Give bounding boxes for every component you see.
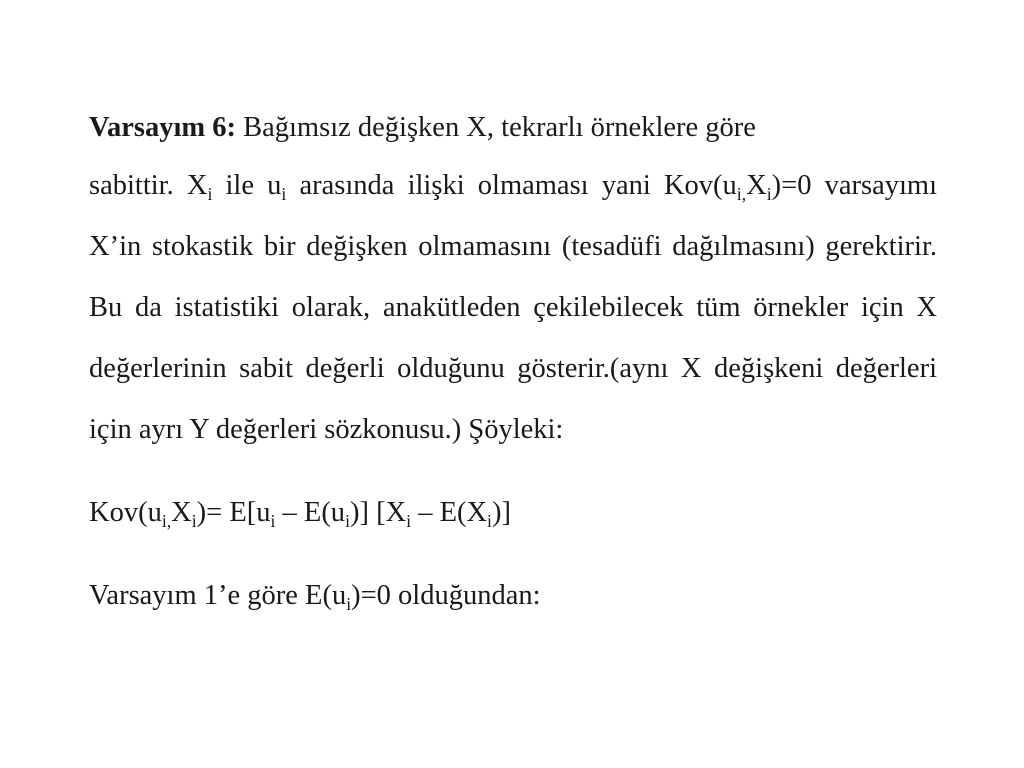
conclusion-text: )=0 olduğundan: bbox=[351, 580, 541, 611]
body-text: arasında ilişki olmaması yani Kov(u bbox=[286, 170, 737, 201]
covariance-formula bbox=[89, 482, 937, 543]
subscript: i, bbox=[736, 184, 747, 205]
formula-text: )= E[u bbox=[196, 497, 271, 528]
formula-text: Kov(u bbox=[89, 497, 162, 528]
body-text: ile u bbox=[212, 170, 282, 201]
formula-text: )] [X bbox=[349, 497, 407, 528]
body-text: sabittir. X bbox=[89, 170, 208, 201]
conclusion-line bbox=[89, 565, 937, 626]
subscript: i, bbox=[161, 511, 172, 532]
formula-text: – E(X bbox=[411, 497, 488, 528]
formula-text: )] bbox=[491, 497, 511, 528]
body-text: )=0 varsayımı X’in stokastik bir değişken olmamasını (tesadüfi dağılmasını) gerektirir. Bu da istatistiki olarak, anakütleden çekilebilecek tüm örnekler için X değerlerinin sabit değerli olduğunu gösterir.(aynı X değişkeni değerleri için ayrı Y değerleri sözkonusu.) Şöyleki: bbox=[89, 170, 937, 445]
formula-text: – E(u bbox=[275, 497, 346, 528]
subscript: i bbox=[207, 184, 213, 205]
subscript: i bbox=[487, 511, 492, 532]
formula-text: X bbox=[171, 497, 192, 528]
text-block bbox=[89, 101, 937, 648]
subscript: i bbox=[406, 511, 412, 532]
subscript: i bbox=[281, 184, 287, 205]
subscript: i bbox=[345, 511, 350, 532]
assumption-body-paragraph bbox=[89, 155, 937, 460]
assumption-heading-line bbox=[89, 101, 937, 155]
assumption-label: Varsayım 6: bbox=[89, 112, 236, 143]
body-text: X bbox=[746, 170, 767, 201]
subscript: i bbox=[270, 511, 276, 532]
subscript: i bbox=[191, 511, 197, 532]
subscript: i bbox=[766, 184, 772, 205]
conclusion-text: Varsayım 1’e göre E(u bbox=[89, 580, 347, 611]
subscript: i bbox=[346, 594, 352, 615]
assumption-intro-text: Bağımsız değişken X, tekrarlı örneklere göre bbox=[235, 112, 756, 143]
